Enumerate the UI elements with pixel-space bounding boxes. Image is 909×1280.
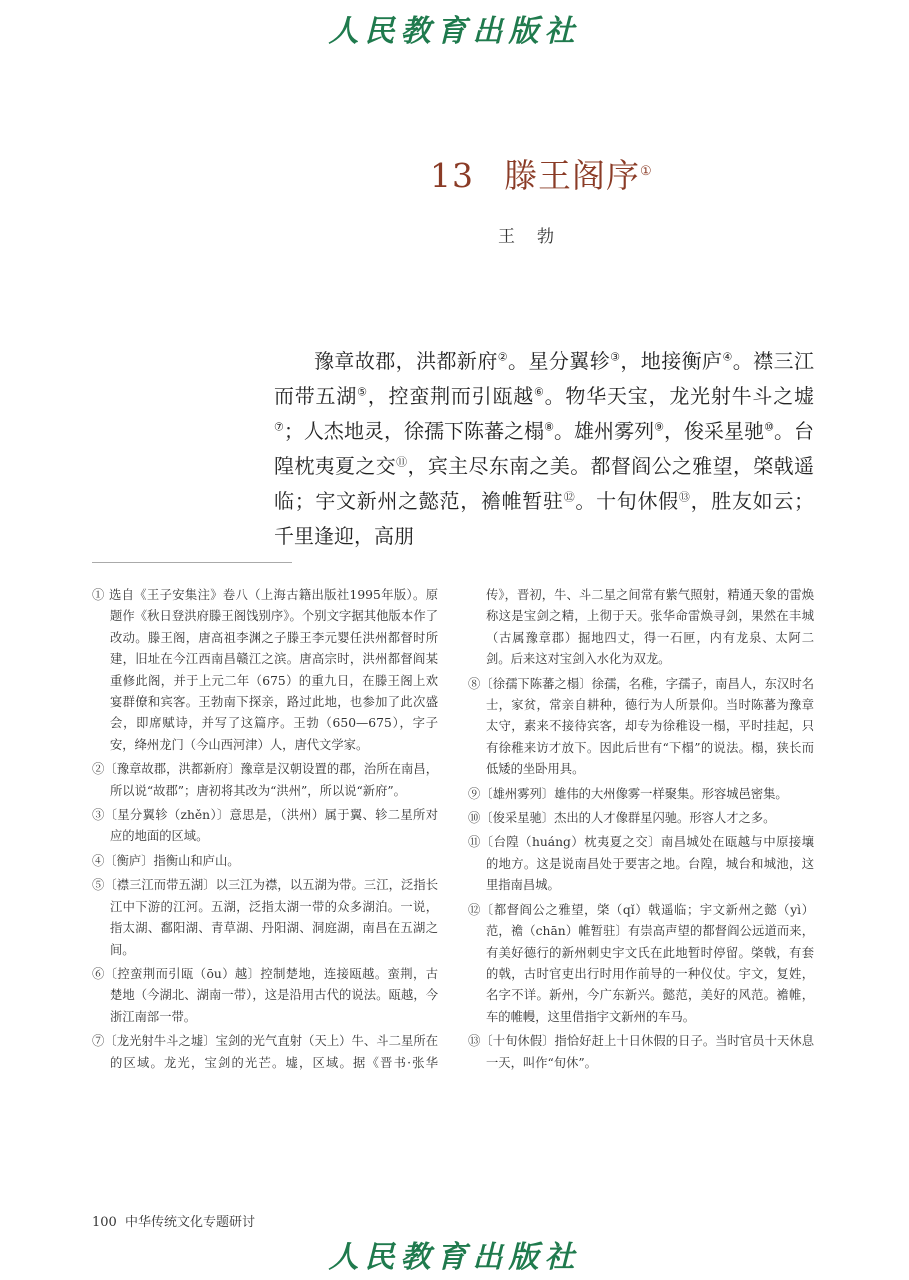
text-segment: 。物华天宝，龙光射牛斗之墟: [544, 384, 814, 408]
title-footnote-mark: ①: [640, 164, 653, 179]
publisher-logo-top: 人民教育出版社: [328, 14, 581, 49]
footnote-ref[interactable]: ⑦: [274, 420, 284, 434]
text-segment: 。雄州雾列: [554, 419, 655, 443]
page-footer: [92, 1211, 255, 1230]
text-segment: ，宾主尽东南之美。都督阎公之雅望，棨戟遥临；宇文新州之懿范，襜帷暂驻: [274, 454, 815, 513]
text-segment: 。襟三江而带五湖: [274, 349, 814, 408]
publisher-logo-bottom: 人民教育出版社: [328, 1240, 581, 1275]
footnote-ref[interactable]: ⑨: [654, 420, 664, 434]
footnote-item: ⑪〔台隍（huáng）枕夷夏之交〕南昌城处在瓯越与中原接壤的地方。这是说南昌处于要害之地。台隍，城台和城池，这里指南昌城。: [468, 835, 814, 893]
footnote-ref[interactable]: ②: [497, 350, 509, 364]
footnote-divider: [92, 562, 292, 563]
text-segment: ，地接衡庐: [620, 349, 723, 373]
footnote-item: ⑥〔控蛮荆而引瓯（ōu）越〕控制楚地，连接瓯越。蛮荆，古楚地（今湖北、湖南一带），这是沿用古代的说法。瓯越，今浙江南部一带。: [92, 966, 438, 1024]
author-name: 王勃: [498, 227, 576, 247]
book-title: 中华传统文化专题研讨: [124, 1215, 255, 1230]
lesson-number: 13: [430, 156, 474, 195]
text-segment: ，控蛮荆而引瓯越: [367, 384, 534, 408]
text-segment: 豫章故郡，洪都新府: [314, 349, 498, 373]
footnote-item: ④〔衡庐〕指衡山和庐山。: [92, 853, 240, 868]
footnote-item: ⑨〔雄州雾列〕雄伟的大州像雾一样聚集。形容城邑密集。: [468, 786, 788, 801]
footnote-item: ②〔豫章故郡，洪都新府〕豫章是汉朝设置的郡，治所在南昌，所以说“故郡”；唐初将其改为“洪州”，所以说“新府”。: [92, 762, 438, 798]
footnote-item: ⑤〔襟三江而带五湖〕以三江为襟，以五湖为带。三江，泛指长江中下游的江河。五湖，泛指太湖一带的众多湖泊。一说，指太湖、鄱阳湖、青草湖、丹阳湖、洞庭湖，南昌在五湖之间。: [92, 878, 438, 957]
text-segment: 。台隍枕夷夏之交: [274, 419, 815, 478]
footnote-item: ⑬〔十旬休假〕指恰好赶上十日休假的日子。当时官员十天休息一天，叫作“旬休”。: [468, 1034, 814, 1070]
main-paragraph: [274, 344, 814, 554]
footnote-ref[interactable]: ⑤: [357, 385, 368, 399]
footnote-item: ⑧〔徐孺下陈蕃之榻〕徐孺，名稚，字孺子，南昌人，东汉时名士，家贫，常亲自耕种，德行为人所景仰。当时陈蕃为豫章太守，素来不接待宾客，却专为徐稚设一榻，平时挂起，只有徐稚来访才放下。因此后世有“下榻”的说法。榻，狭长而低矮的坐卧用具。: [468, 676, 814, 777]
footnote-ref[interactable]: ⑧: [544, 420, 555, 434]
footnote-item: ⑦〔龙光射牛斗之墟〕宝剑的光气直射（天上）牛、斗二星所在的区域。龙光，宝剑的光芒。墟，区域。据《晋书·张华传》，晋初，牛、斗二星之间常有紫气照射，精通天象的雷焕称这是宝剑之精，上彻于天。张华命雷焕寻剑，果然在丰城（古属豫章郡）掘地四丈，得一石匣，内有龙泉、太阿二剑。后来这对宝剑入水化为双龙。: [92, 588, 814, 1070]
footnote-ref[interactable]: ④: [722, 350, 733, 364]
footnote-item: ③〔星分翼轸（zhěn）〕意思是，（洪州）属于翼、轸二星所对应的地面的区域。: [92, 808, 438, 844]
footnote-ref[interactable]: ③: [610, 350, 621, 364]
footnote-ref[interactable]: ⑥: [534, 385, 545, 399]
text-segment: 。十旬休假: [575, 489, 679, 513]
footnotes: [92, 585, 814, 1075]
lesson-title-text: 滕王阁序: [504, 156, 640, 195]
footnote-ref[interactable]: ⑪: [396, 455, 408, 469]
text-segment: ；人杰地灵，徐孺下陈蕃之榻: [283, 419, 545, 443]
footnote-ref[interactable]: ⑫: [563, 490, 576, 504]
footnote-item: ① 选自《王子安集注》卷八（上海古籍出版社1995年版）。原题作《秋日登洪府滕王阁饯别序》。个别文字据其他版本作了改动。滕王阁，唐高祖李渊之子滕王李元婴任洪州都督时所建，旧址在今江西南昌赣江之滨。唐高宗时，洪州都督阎某重修此阁，并于上元二年（675）的重九日，在滕王阁上欢宴群僚和宾客。王勃南下探亲，路过此地，也参加了此次盛会，即席赋诗，并写了这篇序。王勃（650—675），字子安，绛州龙门（今山西河津）人，唐代文学家。: [92, 588, 438, 752]
text-segment: ，胜友如云；千里逢迎，高朋: [274, 489, 815, 548]
text-segment: ，俊采星驰: [664, 419, 765, 443]
text-segment: 。星分翼轸: [508, 349, 611, 373]
footnote-ref[interactable]: ⑩: [764, 420, 774, 434]
footnote-item: ⑩〔俊采星驰〕杰出的人才像群星闪驰。形容人才之多。: [468, 811, 776, 826]
footnote-item: ⑫〔都督阎公之雅望，棨（qǐ）戟遥临；宇文新州之懿（yì）范，襜（chān）帷暂驻〕有崇高声望的都督阎公远道而来，有美好德行的新州刺史宇文氏在此地暂时停留。棨戟，有套的戟，古时官吏出行时用作前导的一种仪仗。宇文，复姓，名字不详。新州，今广东新兴。懿范，美好的风范。襜帷，车的帷幔，这里借指宇文新州的车马。: [468, 902, 814, 1024]
main-text: [274, 344, 814, 554]
footnote-ref[interactable]: ⑬: [678, 490, 691, 504]
lesson-title: [430, 150, 653, 197]
page-number: 100: [92, 1215, 117, 1230]
